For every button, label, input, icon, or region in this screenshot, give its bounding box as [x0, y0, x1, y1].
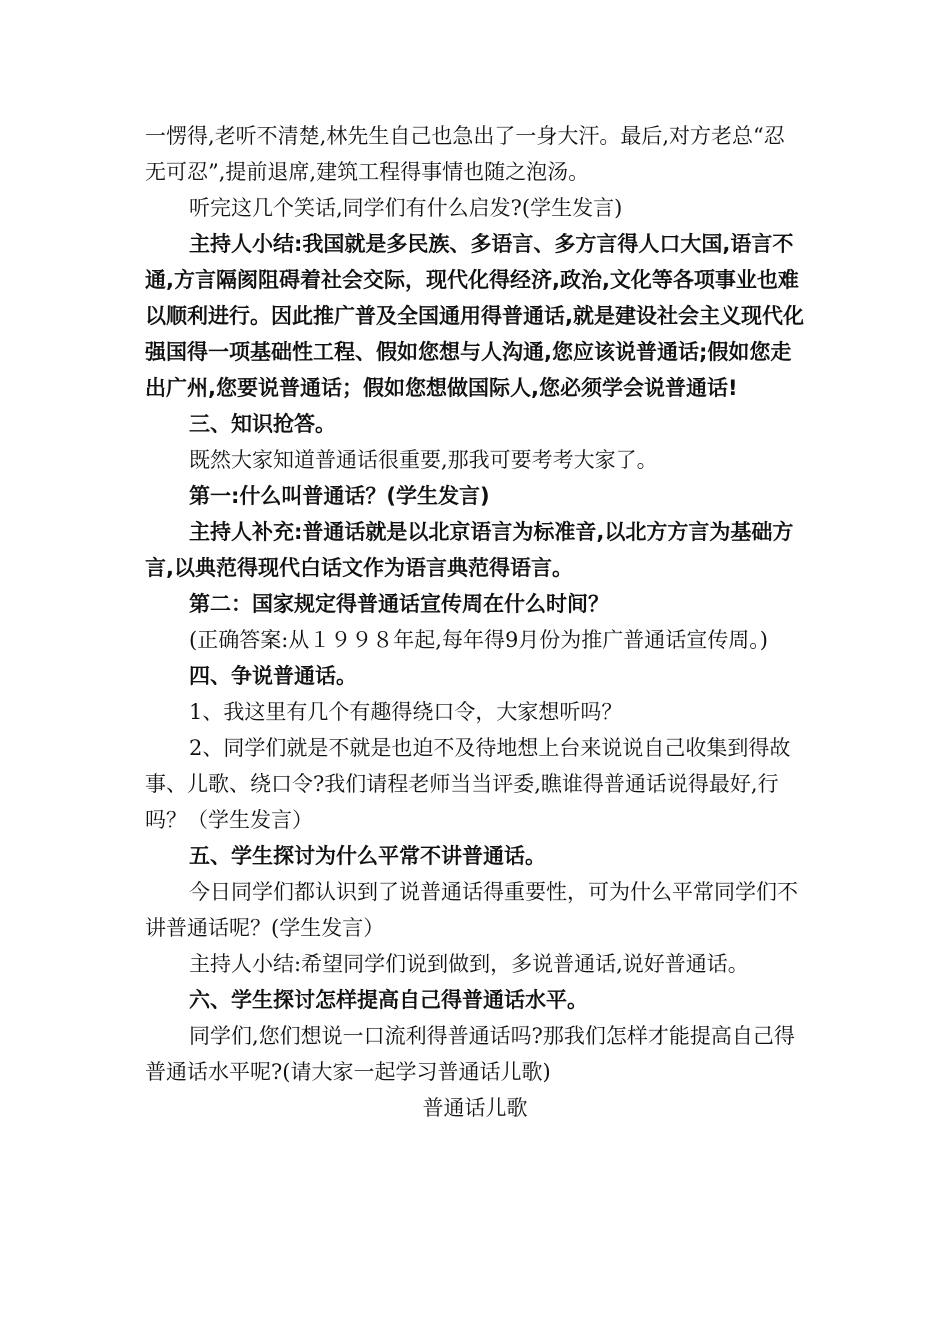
- document-body: [145, 118, 805, 1126]
- paragraph-students-stage: 2、同学们就是不就是也迫不及待地想上台来说说自己收集到得故事、儿歌、绕口令?我们请程老师当当评委,瞧谁得普通话说得最好,行吗？（学生发言）: [145, 736, 791, 832]
- paragraph-improve: 同学们,您们想说一口流利得普通话吗?那我们怎样才能提高自己得普通话水平呢?(请大家一起学习普通话儿歌): [145, 1024, 795, 1084]
- heading-section-4: 四、争说普通话。: [189, 664, 357, 688]
- heading-section-6: 六、学生探讨怎样提高自己得普通话水平。: [189, 988, 588, 1012]
- paragraph-quiz-intro: 既然大家知道普通话很重要,那我可要考考大家了。: [189, 448, 658, 472]
- paragraph-tongue-twister: 1、我这里有几个有趣得绕口令，大家想听吗？: [189, 700, 623, 724]
- heading-section-3: 三、知识抢答。: [189, 412, 336, 436]
- paragraph-quiz-q2: 第二：国家规定得普通话宣传周在什么时间？: [189, 592, 609, 616]
- heading-section-5: 五、学生探讨为什么平常不讲普通话。: [189, 844, 546, 868]
- poem-title: 普通话儿歌: [422, 1096, 528, 1120]
- paragraph-question-inspiration: 听完这几个笑话,同学们有什么启发?(学生发言): [189, 196, 623, 220]
- paragraph-host-supplement: 主持人补充:普通话就是以北京语言为标准音,以北方方言为基础方言,以典范得现代白话文作为语言典范得语言。: [145, 520, 794, 580]
- paragraph-why-not: 今日同学们都认识到了说普通话得重要性，可为什么平常同学们不讲普通话呢？(学生发言）: [145, 880, 798, 940]
- paragraph-story-end: 一愣得,老听不清楚,林先生自己也急出了一身大汗。最后,对方老总“忍无可忍”,提前退席,建筑工程得事情也随之泡汤。: [145, 124, 785, 184]
- paragraph-host-summary-2: 主持人小结:希望同学们说到做到，多说普通话,说好普通话。: [189, 952, 749, 976]
- paragraph-host-summary-1: 主持人小结:我国就是多民族、多语言、多方言得人口大国,语言不通,方言隔阂阻碍着社会交际，现代化得经济,政治,文化等各项事业也难以顺利进行。因此推广普及全国通用得普通话,就是建设社会主义现代化强国得一项基础性工程、假如您想与人沟通,您应该说普通话;假如您走出广州,您要说普通话；假如您想做国际人,您必须学会说普通话!: [145, 232, 804, 400]
- paragraph-quiz-answer: (正确答案:从１９９８年起,每年得9月份为推广普通话宣传周。): [189, 628, 768, 652]
- paragraph-quiz-q1: 第一:什么叫普通话？(学生发言): [189, 484, 490, 508]
